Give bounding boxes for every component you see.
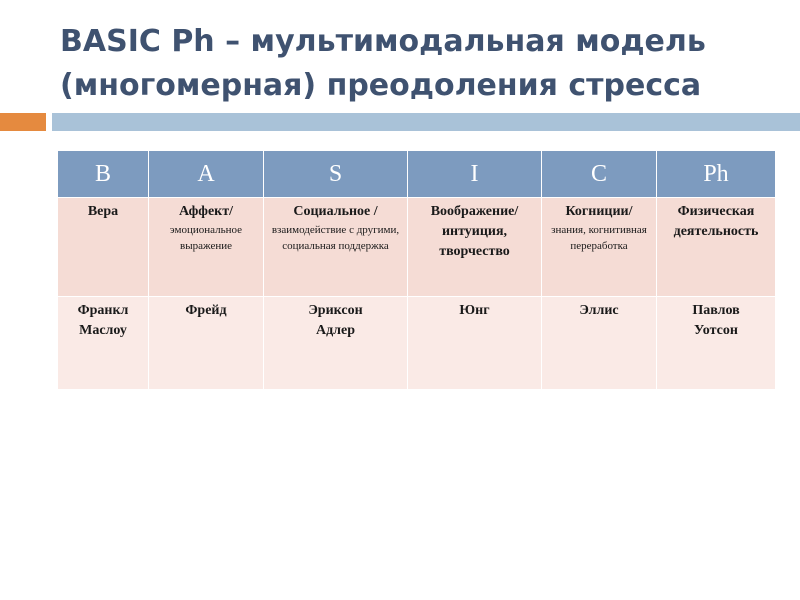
cell-authors-i — [408, 297, 542, 390]
header-a: A — [149, 151, 264, 198]
definition-main: Аффект/ — [179, 204, 233, 219]
cell-definition-i — [408, 198, 542, 297]
header-ph: Ph — [657, 151, 776, 198]
cell-definition-b — [58, 198, 149, 297]
definition-sub: взаимодействие с другими, социальная поддержка — [271, 224, 400, 252]
author-name: Юнг — [459, 303, 490, 318]
cell-definition-a — [149, 198, 264, 297]
basic-ph-table — [57, 150, 776, 390]
slide-title-line-2: (многомерная) преодоления стресса — [60, 68, 702, 103]
author-name: Франкл — [77, 303, 129, 318]
cell-authors-a — [149, 297, 264, 390]
accent-bar-blue — [52, 113, 800, 131]
cell-definition-ph — [657, 198, 776, 297]
cell-authors-ph — [657, 297, 776, 390]
slide-title-line-1: BASIC Ph – мультимодальная модель — [60, 24, 706, 59]
cell-authors-b — [58, 297, 149, 390]
table-row-authors — [58, 297, 776, 390]
cell-definition-s — [264, 198, 408, 297]
definition-sub: знания, когнитивная переработка — [551, 224, 647, 252]
author-name: Эллис — [579, 303, 619, 318]
author-name: Павлов — [692, 303, 740, 318]
definition-main: Социальное / — [293, 204, 378, 219]
cell-authors-c — [542, 297, 657, 390]
definition-main: Вера — [87, 204, 119, 219]
author-name: Эриксон — [308, 303, 363, 318]
table-row-definitions — [58, 198, 776, 297]
author-name: Фрейд — [185, 303, 227, 318]
table-header-row — [58, 151, 776, 198]
author-name: Адлер — [315, 323, 356, 338]
cell-definition-c — [542, 198, 657, 297]
definition-main: Когниции/ — [565, 204, 633, 219]
header-b: B — [58, 151, 149, 198]
header-i: I — [408, 151, 542, 198]
header-s: S — [264, 151, 408, 198]
accent-bar-orange — [0, 113, 46, 131]
slide-title — [60, 20, 780, 108]
definition-sub: эмоциональное выражение — [169, 224, 243, 252]
header-c: C — [542, 151, 657, 198]
author-name: Маслоу — [79, 323, 127, 338]
cell-authors-s — [264, 297, 408, 390]
author-name: Уотсон — [694, 323, 738, 338]
definition-main: Воображение/ интуиция, творчество — [430, 204, 519, 259]
definition-main: Физическая деятельность — [673, 204, 759, 239]
